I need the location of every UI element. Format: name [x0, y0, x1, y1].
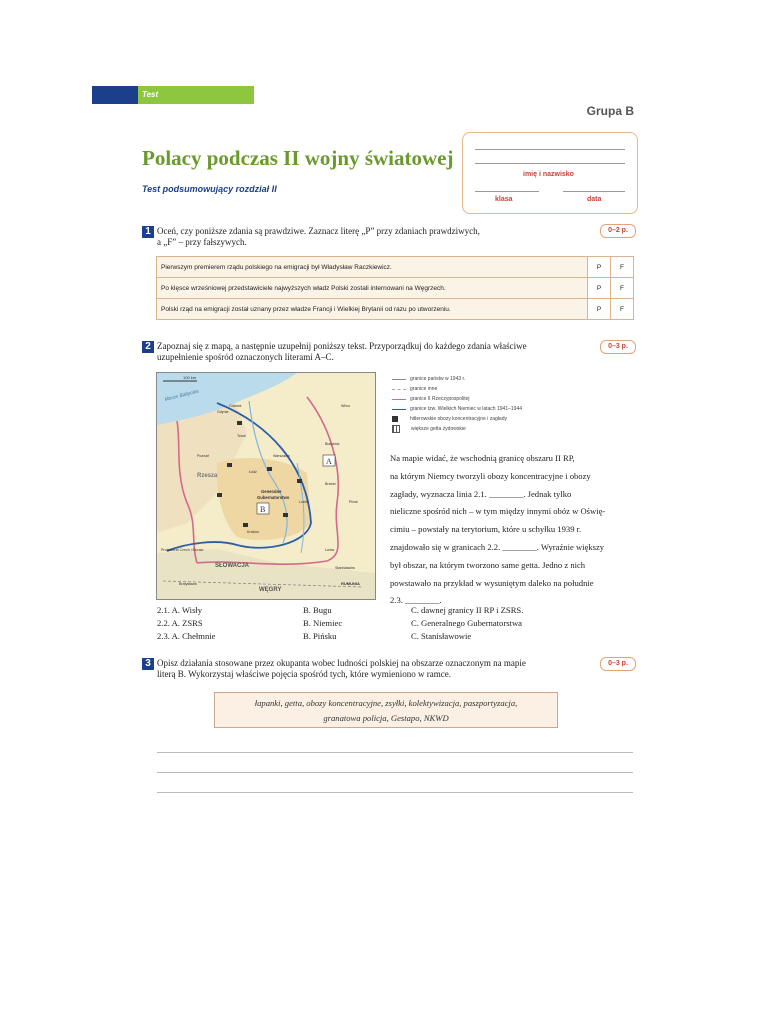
map-label: Toruń — [237, 434, 246, 438]
map-label: Wilno — [341, 404, 350, 408]
legend-swatch — [392, 379, 406, 380]
legend-item — [392, 404, 522, 414]
section-tag — [92, 86, 254, 104]
option-f[interactable]: F — [611, 257, 634, 278]
legend-item — [392, 384, 522, 394]
legend-label: hitlerowskie obozy koncentracyjne i zagłady — [410, 416, 507, 422]
true-false-table — [156, 256, 634, 320]
date-label: data — [587, 196, 602, 203]
task-3-instruction-line1: Opisz działania stosowane przez okupanta wobec ludności polskiej na obszarze oznaczonym na mapie — [157, 658, 526, 668]
task-1-instruction-line1: Oceń, czy poniższe zdania są prawdziwe. Zaznacz literę „P” przy zdaniach prawdziwych, — [157, 226, 480, 236]
terms-line1: łapanki, getta, obozy koncentracyjne, zsyłki, kolektywizacja, paszportyzacja, — [254, 698, 518, 708]
option-a[interactable]: 2.1. A. Wisły — [157, 605, 203, 615]
map-label: SŁOWACJA — [215, 563, 250, 569]
answer-line[interactable] — [157, 752, 633, 753]
map-label: Brześć — [325, 482, 336, 486]
map-label: Gubernatorstwo — [257, 495, 290, 500]
name-line-1[interactable] — [475, 149, 625, 150]
task-1-points: 0–2 p. — [600, 224, 636, 238]
map-svg — [157, 373, 375, 599]
map-label: Kraków — [247, 530, 259, 534]
map-label: Gdańsk — [229, 404, 242, 408]
camp-icon — [237, 421, 242, 425]
terms-box — [214, 692, 558, 728]
camp-icon — [297, 479, 302, 483]
statement-text: Po klęsce wrześniowej przedstawiciele najwyższych władz Polski zostali internowani na Węgrzech. — [157, 278, 588, 299]
map-label: WĘGRY — [259, 587, 282, 593]
text-line: był obszar, na którym tworzono same getta. Jedno z nich — [390, 559, 586, 570]
legend-item — [392, 414, 522, 424]
task-3-instruction-line2: literą B. Wykorzystaj właściwe pojęcia spośród tych, które wymieniono w ramce. — [157, 669, 451, 679]
map-label: Bratysława — [179, 582, 197, 586]
option-c[interactable]: C. Generalnego Gubernatorstwa — [411, 618, 522, 628]
answer-options — [157, 604, 523, 643]
option-b[interactable]: B. Bugu — [303, 605, 332, 615]
map-label: RUMUNIA — [341, 581, 360, 586]
map-label: Pińsk — [349, 500, 358, 504]
option-a[interactable]: 2.3. A. Chełmnie — [157, 631, 216, 641]
page-subtitle: Test podsumowujący rozdział II — [142, 184, 277, 194]
map-label: Generalne — [261, 489, 282, 494]
marker-a: A — [326, 457, 332, 466]
task-2-instruction-line1: Zapoznaj się z mapą, a następnie uzupełnij poniższy tekst. Przyporządkuj do każdego zdania właściwe — [157, 341, 527, 351]
task-1-number: 1 — [142, 226, 154, 238]
camp-icon — [243, 523, 248, 527]
task-2-instruction-line2: uzupełnienie spośród oznaczonych literami A–C. — [157, 352, 334, 362]
legend-swatch — [392, 389, 406, 390]
camp-icon — [227, 463, 232, 467]
camp-icon — [217, 493, 222, 497]
legend-item — [392, 394, 522, 404]
table-row — [157, 299, 634, 320]
terms-line2: granatowa policja, Gestapo, NKWD — [323, 713, 449, 723]
legend-label: granice państw w 1943 r. — [410, 376, 466, 382]
name-label: imię i nazwisko — [523, 171, 574, 178]
task-1-instruction-line2: a „F” – przy fałszywych. — [157, 237, 247, 247]
task-2-number: 2 — [142, 341, 154, 353]
legend-label: większe getta żydowskie — [411, 426, 466, 432]
text-line: Na mapie widać, że wschodnią granicę obszaru II RP, — [390, 453, 575, 463]
option-row — [157, 604, 523, 617]
map-label: Gdynia — [217, 410, 229, 414]
name-line-2[interactable] — [475, 163, 625, 164]
option-a[interactable]: 2.2. A. ZSRS — [157, 618, 203, 628]
text-line: powstawało na przykład w wysuniętym daleko na południe — [390, 577, 594, 588]
legend-label: granice tzw. Wielkich Niemiec w latach 1941–1944 — [410, 406, 522, 412]
map-label: Warszawa — [273, 454, 290, 458]
task-2-points: 0–3 p. — [600, 340, 636, 354]
text-line: cimiu – powstały na terytorium, które u schyłku 1939 r. — [390, 524, 582, 535]
page-title: Polacy podczas II wojny światowej — [142, 146, 454, 170]
option-row — [157, 617, 523, 630]
legend-item — [392, 374, 522, 384]
table-row — [157, 257, 634, 278]
class-label: klasa — [495, 196, 513, 203]
option-c[interactable]: C. Stanisławowie — [411, 631, 472, 641]
tag-blue-block — [92, 86, 138, 104]
legend-swatch — [392, 409, 406, 410]
task-1-instruction — [157, 226, 480, 248]
text-line: 2.3. ________. — [390, 595, 442, 606]
ghetto-legend-icon — [392, 425, 400, 433]
map-label: Poznań — [197, 454, 210, 458]
option-p[interactable]: P — [588, 299, 611, 320]
option-f[interactable]: F — [611, 299, 634, 320]
camp-icon — [283, 513, 288, 517]
option-row — [157, 630, 523, 643]
tag-label: Test — [138, 86, 254, 104]
task-2-instruction — [157, 341, 527, 363]
group-label: Grupa B — [586, 104, 634, 118]
option-c[interactable]: C. dawnej granicy II RP i ZSRS. — [411, 605, 524, 615]
legend-swatch — [392, 399, 406, 400]
map-label: Protektorat Czech i Moraw — [161, 548, 204, 552]
text-line: zagłady, wyznacza linia 2.1. ________. Jednak tylko — [390, 488, 572, 499]
map-label: Lublin — [299, 500, 309, 504]
option-b[interactable]: B. Pińsku — [303, 631, 337, 641]
camp-icon — [267, 467, 272, 471]
map-legend — [392, 374, 522, 434]
map-label: Białystok — [325, 442, 340, 446]
task-2-text — [390, 450, 634, 610]
text-line: znajdowało się w granicach 2.2. ________. Wyraźnie większy — [390, 541, 605, 552]
option-p[interactable]: P — [588, 257, 611, 278]
task-3-instruction — [157, 658, 526, 680]
table-row — [157, 278, 634, 299]
map-label: Rzesza — [197, 473, 218, 479]
task-3-points: 0–3 p. — [600, 657, 636, 671]
legend-label: granice II Rzeczypospolitej — [410, 396, 470, 402]
statement-text: Pierwszym premierem rządu polskiego na emigracji był Władysław Raczkiewicz. — [157, 257, 588, 278]
student-info-box — [462, 132, 638, 214]
answer-line[interactable] — [157, 772, 633, 773]
class-line[interactable] — [475, 191, 539, 192]
scale-label: 100 km — [183, 375, 197, 380]
text-line: na którym Niemcy tworzyli obozy koncentracyjne i obozy — [390, 470, 591, 481]
option-f[interactable]: F — [611, 278, 634, 299]
statement-text: Polski rząd na emigracji został uznany przez władze Francji i Wielkiej Brytanii od razu po utworzeniu. — [157, 299, 588, 320]
answer-line[interactable] — [157, 792, 633, 793]
map-label: Stanisławów — [335, 566, 355, 570]
historical-map — [156, 372, 376, 600]
option-b[interactable]: B. Niemiec — [303, 618, 343, 628]
legend-item — [392, 424, 522, 434]
option-p[interactable]: P — [588, 278, 611, 299]
camp-legend-icon — [392, 416, 398, 422]
marker-b: B — [260, 505, 266, 514]
sea-label: Morze Bałtyckie — [164, 388, 200, 403]
map-label: Łódź — [249, 470, 257, 474]
map-label: Lwów — [325, 548, 335, 552]
legend-label: granice inne — [410, 386, 438, 392]
date-line[interactable] — [563, 191, 625, 192]
text-line: nieliczne spośród nich – w tym między innymi obóz w Oświę- — [390, 506, 606, 517]
task-3-number: 3 — [142, 658, 154, 670]
